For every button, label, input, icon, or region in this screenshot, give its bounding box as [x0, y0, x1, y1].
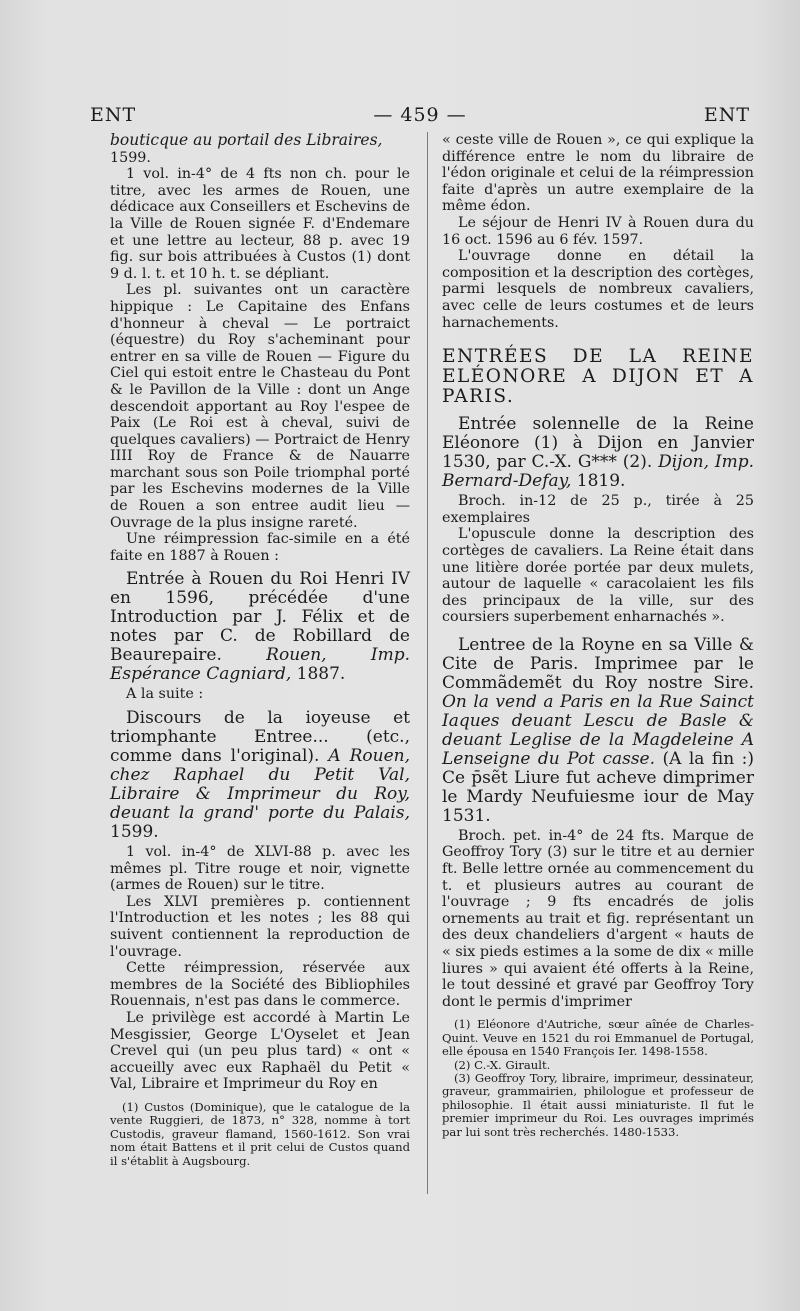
- entry-title-paris: [442, 636, 754, 826]
- privilege-paragraph: Le privilège est accordé à Martin Le Mesgissier, George L'Oyselet et Jean Crevel qui (un peu plus tard) « ont « accueilly avec eux Raphaël du Petit « Val, Libraire et Imprimeur du Roy en: [110, 1009, 410, 1093]
- a-la-suite: A la suite :: [126, 686, 204, 703]
- continued-title: [110, 132, 410, 166]
- entry-title-text: Entrée solennelle de la Reine Eléonore (1) à Dijon en Janvier 1530, par C.-X. G*** (2).: [442, 414, 754, 473]
- entry-year: 1887.: [291, 664, 346, 685]
- broch-paragraph: Broch. in-12 de 25 p., tirée à 25 exemplaires: [442, 493, 754, 526]
- left-column: [110, 132, 410, 1168]
- page-number: — 459 —: [373, 104, 467, 126]
- footnote-tory: (3) Geoffroy Tory, libraire, imprimeur, dessinateur, graveur, grammairien, philologue et professeur de philosophie. Il était aussi miniaturiste. Il fut le premier imprimeur du Roi. Les ouvrages imprimés par lui sont très recherchés. 1480-1533.: [442, 1071, 754, 1139]
- entry-title-text: Entrée à Rouen du Roi Henri IV en 1596, précédée d'une Introduction par J. Félix et de notes par C. de Robillard de Beaurepaire.: [110, 569, 410, 666]
- entry-title-text: Lentree de la Royne en sa Ville & Cite de Paris. Imprimee par le Commãdemẽt du Roy nostre Sire.: [442, 634, 754, 693]
- column-divider: [427, 132, 428, 1194]
- footnote-girault: (2) C.-X. Girault.: [454, 1057, 551, 1072]
- entry-imprint: Rouen, Imp. Espérance Cagniard,: [110, 645, 410, 685]
- entry-title-discours: [110, 709, 410, 842]
- header-left: ENT: [90, 104, 137, 126]
- reprint-note: Une réimpression fac-simile en a été faite en 1887 à Rouen :: [110, 531, 410, 564]
- continued-title-year: 1599.: [110, 149, 151, 166]
- tory-paragraph: Broch. pet. in-4° de 24 fts. Marque de Geoffroy Tory (3) sur le titre et au dernier ft. Belle lettre ornée au commencement du t. et plusieurs autres au courant de l'ouvrage ; 9 fts encadrés de jolis ornements au trait et fig. représentant un des deux chandeliers d'argent « hauts de « six pieds estimes a la some de dix « mille liures » qui avaient été offerts à la Reine, le tout dessiné et gravé par Geoffroy Tory dont le permis d'imprimer: [442, 827, 754, 1010]
- entry-title-rouen-1887: [110, 570, 410, 684]
- description-paragraph: 1 vol. in-4° de 4 fts non ch. pour le titre, avec les armes de Rouen, une dédicace aux Conseillers et Eschevins de la Ville de Rouen signée F. d'Endemare et une lettre au lecteur, 88 p. avec 19 fig. sur bois attribuées à Custos (1) dont 9 d. l. t. et 10 h. t. se dépliant.: [110, 166, 410, 282]
- reservation-paragraph: Cette réimpression, réservée aux membres de la Société des Bibliophiles Rouennais, n'est pas dans le commerce.: [110, 960, 410, 1010]
- entry-title-text: Discours de la ioyeuse et triomphante Entree... (etc., comme dans l'original).: [110, 708, 410, 767]
- running-header: [90, 104, 750, 130]
- opuscule-paragraph: L'opuscule donne la description des cortèges de cavaliers. La Reine était dans une litière dorée portée par deux mulets, autour de laquelle « caracolaient les fils des principaux de la ville, sur des coursiers superbement enharnachés ».: [442, 526, 754, 626]
- continued-paragraph: « ceste ville de Rouen », ce qui explique la différence entre le nom du libraire de l'édon originale et celui de la réimpression faite d'après un autre exemplaire de la même édon.: [442, 132, 754, 215]
- entry-year: 1819.: [571, 471, 626, 492]
- entry-imprint: A Rouen, chez Raphael du Petit Val, Libraire & Imprimeur du Roy, deuant la grand' porte du Palais,: [110, 746, 410, 824]
- section-heading: ENTRÉES DE LA REINE ELÉONORE A DIJON ET A PARIS.: [442, 346, 754, 408]
- footnote-eleonore: (1) Eléonore d'Autriche, sœur aînée de Charles-Quint. Veuve en 1521 du roi Emmanuel de Portugal, elle épousa en 1540 François Ier. 1498-1558.: [442, 1017, 754, 1059]
- entry-year: 1599.: [110, 822, 159, 843]
- entry-imprint: On la vend a Paris en la Rue Sainct Iaques deuant Lescu de Basle & deuant Leglise de la Magdeleine A Lenseigne du Pot casse.: [442, 691, 754, 769]
- right-column: [442, 132, 754, 1139]
- entry-title-dijon: [442, 415, 754, 491]
- ouvrage-paragraph: L'ouvrage donne en détail la composition et la description des cortèges, parmi lesquels de nombreux cavaliers, avec celle de leurs costumes et de leurs harnachements.: [442, 248, 754, 331]
- contents-paragraph: Les XLVI premières p. contiennent l'Introduction et les notes ; les 88 qui suivent contiennent la reproduction de l'ouvrage.: [110, 893, 410, 960]
- entry-colophon: (A la fin :) Ce p̄sẽt Liure fut acheve dimprimer le Mardy Neufuiesme iour de May 1531.: [442, 748, 754, 826]
- entry-imprint: Dijon, Imp. Bernard-Defay,: [442, 452, 754, 492]
- sejour-paragraph: Le séjour de Henri IV à Rouen dura du 16 oct. 1596 au 6 fév. 1597.: [442, 214, 754, 248]
- header-right: ENT: [703, 104, 750, 126]
- plates-paragraph: Les pl. suivantes ont un caractère hippique : Le Capitaine des Enfans d'honneur à cheval — Le portraict (équestre) du Roy s'acheminant pour entrer en sa ville de Rouen — Figure du Ciel qui estoit entre le Chasteau du Pont & le Pavillon de la Ville : dont un Ange descendoit apportant au Roy l'espee de Paix (Le Roi est à cheval, suivi de quelques cavaliers) — Portraict de Henry IIII Roy de France & de Nauarre marchant sous son Poile triomphal porté par les Eschevins modernes de la Ville de Rouen a son entree audit lieu — Ouvrage de la plus insigne rareté.: [110, 282, 410, 531]
- continued-title-italic: bouticque au portail des Libraires,: [110, 131, 383, 149]
- collation-paragraph: 1 vol. in-4° de XLVI-88 p. avec les mêmes pl. Titre rouge et noir, vignette (armes de Rouen) sur le titre.: [110, 844, 410, 894]
- footnote-custos: (1) Custos (Dominique), que le catalogue de la vente Ruggieri, de 1873, n° 328, nomme à tort Custodis, graveur flamand, 1560-1612. Son vrai nom était Battens et il prit celui de Custos quand il s'établit à Augsbourg.: [110, 1099, 410, 1168]
